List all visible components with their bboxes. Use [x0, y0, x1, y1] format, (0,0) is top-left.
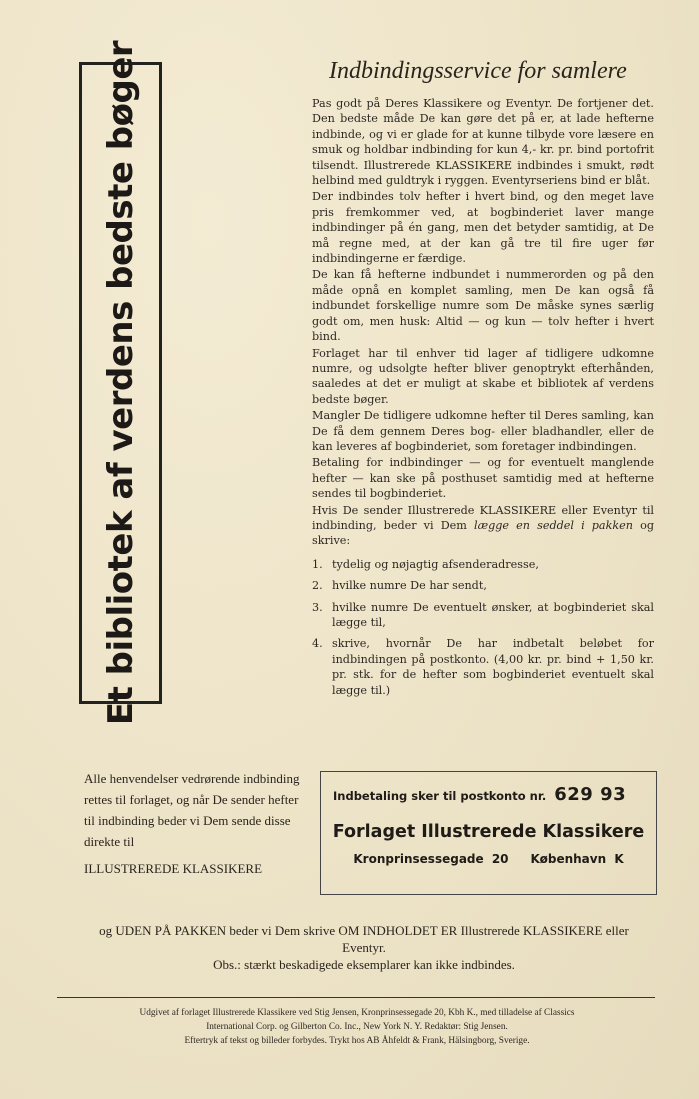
payment-line [333, 784, 626, 805]
footer-line: International Corp. og Gilberton Co. Inc., New York N. Y. Redaktør: Stig Jensen. [206, 1022, 508, 1032]
correspondence-note [84, 768, 306, 879]
package-line: og UDEN PÅ PAKKEN beder vi Dem skrive OM INDHOLDET ER Illustrerede KLASSIKERE eller Eventyr. [99, 923, 629, 955]
paragraph: Betaling for indbindinger — og for eventuelt manglende hefter — kan ske på posthuset samtidig med at hefterne sendes til bogbinderiet. [312, 456, 654, 501]
list-item [312, 600, 654, 631]
step-text: skrive, hvornår De har indbetalt beløbet for indbindingen på postkonto. (4,00 kr. pr. bind + 1,50 kr. pr. stk. for de hefter som bogbinderiet eventuelt skal lægge til.) [332, 637, 654, 697]
account-number: 629 93 [554, 784, 627, 805]
footer-line: Eftertryk af tekst og billeder forbydes. Trykt hos AB Åhfeldt & Frank, Hälsingborg, Sverige. [184, 1036, 530, 1046]
imprint-footer [62, 1006, 652, 1048]
step-number: 2. [312, 579, 323, 593]
city: København K [530, 852, 624, 866]
instructions-prefix: Hvis De sender Illustrerede KLASSIKERE eller Eventyr til indbinding, beder vi Dem [312, 503, 654, 532]
list-item [312, 636, 654, 698]
footer-line: Udgivet af forlaget Illustrerede Klassikere ved Stig Jensen, Kronprinsessegade 20, Kbh K., med tilladelse af Classics [139, 1008, 575, 1018]
list-item [312, 557, 654, 572]
instructions-emphasis: lægge en seddel i pakken [474, 518, 633, 532]
list-item [312, 578, 654, 593]
paragraph-instructions [312, 503, 654, 549]
correspondence-text: Alle henvendelser vedrørende indbinding rettes til forlaget, og når De sender hefter til indbinding beder vi Dem sende disse direkte til [84, 771, 300, 849]
street-address: Kronprinsessegade 20 [353, 852, 509, 866]
damage-note: Obs.: stærkt beskadigede eksemplarer kan ikke indbindes. [213, 957, 515, 972]
package-instructions [90, 922, 638, 973]
paragraph: Der indbindes tolv hefter i hvert bind, og den meget lave pris fremkommer ved, at bogbinderiet laver mange indbindinger på én gang, men det betyder samtidig, at De må regne med, at der kan gå tre til fire uger før indbindingerne er færdige. [312, 190, 654, 266]
payment-box [320, 771, 657, 895]
step-text: tydelig og nøjagtig afsenderadresse, [332, 557, 539, 571]
payment-label: Indbetaling sker til postkonto nr. [333, 789, 547, 803]
publisher-address [321, 852, 656, 866]
paragraph: Pas godt på Deres Klassikere og Eventyr. De fortjener det. Den bedste måde De kan gøre det på er, at lade hefterne indbinde, og vi er glade for at kunne tilbyde vore læsere en smuk og holdbar indbinding for kun 4,- kr. pr. bind portofrit tilsendt. Illustrerede KLASSIKERE indbindes i smukt, rødt helbind med guldtryk i ryggen. Eventyrseriens bind er blåt. [312, 97, 654, 188]
paragraph: De kan få hefterne indbundet i nummerorden og på den måde opnå en komplet samling, men De kan også få indbundet forskellige numre som De måske synes særlig godt om, men husk: Altid — og kun — tolv hefter i hvert bind. [312, 268, 654, 344]
paragraph: Mangler De tidligere udkomne hefter til Deres samling, kan De få dem gennem Deres bog- eller bladhandler, eller de kan leveres af bogbinderiet, som foretager indbindingen. [312, 409, 654, 453]
instruction-steps [312, 557, 654, 698]
step-number: 4. [312, 637, 323, 651]
publisher-name: Forlaget Illustrerede Klassikere [332, 822, 645, 842]
paragraph: Forlaget har til enhver tid lager af tidligere udkomne numre, og udsolgte hefter bliver genoptrykt efterhånden, saaledes at det er muligt at skabe et bibliotek af verdens bedste bøger. [312, 346, 654, 406]
instructions-suffix: og skrive: [312, 518, 654, 548]
step-number: 3. [312, 600, 323, 614]
page-heading: Indbindingsservice for samlere [329, 58, 627, 84]
correspondence-recipient: ILLUSTREREDE KLASSIKERE [84, 861, 263, 876]
spine-title: Et bibliotek af verdens bedste bøger [100, 40, 141, 726]
step-number: 1. [312, 557, 323, 571]
divider [57, 997, 655, 998]
step-text: hvilke numre De har sendt, [332, 579, 487, 593]
step-text: hvilke numre De eventuelt ønsker, at bogbinderiet skal lægge til, [332, 600, 654, 629]
spine-title-box [79, 40, 162, 726]
body-text [312, 96, 654, 704]
